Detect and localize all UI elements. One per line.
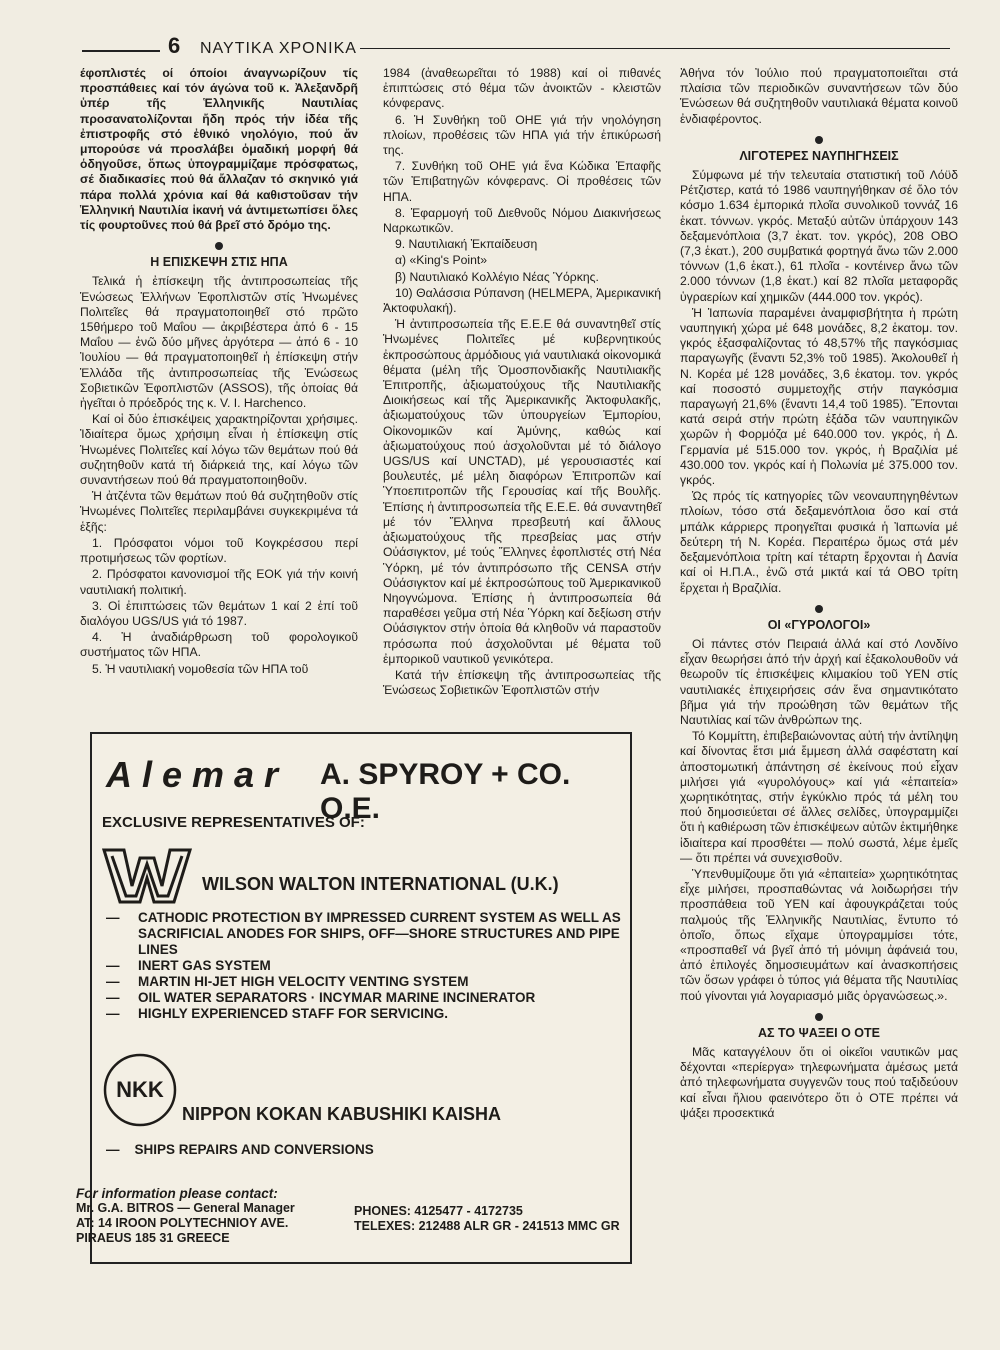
paragraph: 1984 (ἀναθεωρεῖται τό 1988) καί οἱ πιθανές ἐπιπτώσεις στό θέμα τῶν ἀνοικτῶν - κλειστῶν κόνφερανς. bbox=[383, 66, 661, 111]
agenda-item: 2. Πρόσφατοι κανονισμοί τῆς ΕΟΚ γιά τήν κοινή ναυτιλιακή πολιτική. bbox=[80, 567, 358, 597]
agenda-item: 9. Ναυτιλιακή Ἐκπαίδευση bbox=[395, 237, 538, 252]
ad-contact-city: PIRAEUS 185 31 GREECE bbox=[76, 1231, 230, 1245]
ad-company-1: WILSON WALTON INTERNATIONAL (U.K.) bbox=[202, 874, 559, 894]
paragraph: Ἡ ἀτζέντα τῶν θεμάτων πού θά συζητηθοῦν στίς Ἡνωμένες Πολιτεῖες περιλαμβάνει συγκεκριμένα τά ἑξῆς: bbox=[80, 489, 358, 534]
ad-telexes: TELEXES: 212488 ALR GR - 241513 MMC GR bbox=[354, 1219, 620, 1233]
section-bullet bbox=[815, 605, 823, 613]
agenda-item: 4. Ἡ ἀναδιάρθρωση τοῦ φορολογικοῦ συστήματος τῶν ΗΠΑ. bbox=[80, 630, 358, 660]
header-rule-left bbox=[82, 50, 160, 52]
column-1 bbox=[80, 66, 358, 678]
ad-contact-heading: For information please contact: bbox=[76, 1186, 278, 1201]
agenda-item: 8. Ἐφαρμογή τοῦ Διεθνοῦς Νόμου Διακινήσεως Ναρκωτικῶν. bbox=[383, 205, 661, 236]
section-heading-usa-visit: Η ΕΠΙΣΚΕΨΗ ΣΤΙΣ ΗΠΑ bbox=[150, 255, 288, 270]
ad-service-item: — MARTIN HI-JET HIGH VELOCITY VENTING SYSTEM bbox=[106, 974, 626, 990]
paragraph: Κατά τήν ἐπίσκεψη τῆς ἀντιπροσωπείας τῆς Ἑνώσεως Σοβιετικῶν Ἐφοπλιστῶν στήν bbox=[383, 667, 661, 698]
publication-title: ΝΑΥΤΙΚΑ ΧΡΟΝΙΚΑ bbox=[200, 40, 357, 57]
agenda-item: 5. Ἡ ναυτιλιακή νομοθεσία τῶν ΗΠΑ τοῦ bbox=[92, 661, 309, 676]
section-heading-shipbuilding: ΛΙΓΟΤΕΡΕΣ ΝΑΥΠΗΓΗΣΕΙΣ bbox=[739, 148, 899, 163]
agenda-item: 6. Ἡ Συνθήκη τοῦ ΟΗΕ γιά τήν νηολόγηση πλοίων, προθέσεις τῶν ΗΠΑ γιά τήν ἐπικύρωσή της. bbox=[383, 112, 661, 158]
wilson-walton-logo bbox=[102, 846, 192, 911]
paragraph: Ἡ Ἰαπωνία παραμένει ἀναμφισβήτητα ἡ πρώτη ναυπηγική χώρα μέ 648 μονάδες, 8,2 ἑκατομ. τον. γκρός ἐξασφαλίζοντας τό 48,57% τῆς παγκόσμιας παραγωγῆς (ἔναντι 52,3% τοῦ 1985). Ἀκολουθεῖ ἡ Ν. Κορέα μέ 128 μονάδες, 3,6 ἑκατομ. τον. γκρός καί ποσοστό συμμετοχῆς στήν παγκόσμια παραγωγή 21,6% (ἔναντι 14,4 τοῦ 1985). Ἕπονται κατά σειρά στήν πρώτη ἑξάδα τῶν ναυπηγικῶν χωρῶν ἡ Φορμόζα μέ 640.000 τον. γκρός, ἡ Δ. Γερμανία μέ 515.000 τον. γκρός, ἡ Βραζιλία μέ 430.000 τον. γκρός καί ἡ Πολωνία μέ 375.000 τον. γκρός. bbox=[680, 305, 958, 488]
ad-company-2-service-text: SHIPS REPAIRS AND CONVERSIONS bbox=[134, 1142, 374, 1157]
ad-service-item: — HIGHLY EXPERIENCED STAFF FOR SERVICING. bbox=[106, 1006, 626, 1022]
ad-contact-name: Mr. G.A. BITROS — General Manager bbox=[76, 1201, 295, 1215]
paragraph: Καί οἱ δύο ἐπισκέψεις χαρακτηρίζονται χρήσιμες. Ἰδιαίτερα ὅμως χρήσιμη εἶναι ἡ ἐπίσκεψη στίς Ἡνωμένες Πολιτεῖες καί λόγω τῶν θεμάτων πού θά συζητηθοῦν κατά τή διάρκειά της, καί λόγω τῶν συναντήσεων πού θά πραγματοποιηθοῦν. bbox=[80, 412, 358, 488]
agenda-item: α) «King's Point» bbox=[395, 253, 488, 268]
section-bullet bbox=[215, 242, 223, 250]
paragraph: Τό Κομμίττη, ἐπιβεβαιώνοντας αὐτή τήν ἀντίληψη καί δίνοντας ἔτσι μιά ἔμμεση ἀλλά σαφέστατη καί ἀποστομωτική ἀπάντηση σέ ἐκείνους πού εἶχαν μιλήσει γιά «γυρολόγους» καί γιά «ἐπαιτεία» χωρητικότητας, στήν ἐγκύκλιο πρός τά μέλη του πού δημοσιεύεται σέ ἄλλες σελίδες, ὑπογραμμίζει ὅτι ἡ καθιέρωση τῶν ἐπισκέψεων αὐτῶν ἐκτιμήθηκε ἰδιαίτερα καί προσθέτει — πολύ σωστά, λέμε ἐμεῖς — ὅτι πρέπει νά συνεχισθοῦν. bbox=[680, 729, 958, 865]
section-bullet bbox=[815, 1013, 823, 1021]
paragraph: Τελικά ἡ ἐπίσκεψη τῆς ἀντιπροσωπείας τῆς Ἑνώσεως Ἑλλήνων Ἐφοπλιστῶν στίς Ἡνωμένες Πολιτεῖες θά πραγματοποιηθεῖ στό πρῶτο 15θήμερο τοῦ Μαΐου — ἀκριβέστερα ἀπό 6 - 15 Μαΐου — ἐνῶ δύο μῆνες ἀργότερα — ἀπό 6 - 10 Ἰουλίου — θά πραγματοποιηθεῖ ἡ ἐπίσκεψη στήν Ἑλλάδα τῆς ἀντιπροσωπείας τῆς Ἑνώσεως Σοβιετικῶν Ἐφοπλιστῶν (ASSOS), τῆς ὁποίας θά ἡγεῖται ὁ πρόεδρός της κ. V. I. Harchenco. bbox=[80, 274, 358, 411]
paragraph: Οἱ πάντες στόν Πειραιά ἀλλά καί στό Λονδίνο εἶχαν θεωρήσει ἀπό τήν ἀρχή καί ἐξακολουθοῦν νά θεωροῦν τίς ἐπισκέψεις κλιμακίου τοῦ ΥΕΝ στίς ναυτιλιακές ἐπιχειρήσεις σάν ἕνα σημαντικότατο βῆμα γιά τήν προώθηση τῶν θεμάτων τῆς Ναυτιλίας καί τῶν ἀνθρώπων της. bbox=[680, 636, 958, 727]
paragraph: Ὡς πρός τίς κατηγορίες τῶν νεοναυπηγηθέντων πλοίων, τόσο στά δεξαμενόπλοια ὅσο καί στά μπάλκ κάρριερς προηγεῖται φυσικά ἡ Ἰαπωνία μέ δεύτερη τή Ν. Κορέα. Περαιτέρω ὅμως στά μέν δεξαμενόπλοια τρίτη καί τέταρτη ἔρχονται ἡ Δανία καί οἱ Η.Π.Α., ἐνῶ στά μικτά καί τά ΟΒΟ τρίτη ἔρχεται ἡ Βραζιλία. bbox=[680, 489, 958, 595]
ad-phones-block bbox=[354, 1204, 620, 1234]
ad-contact-address: AT: 14 IROON POLYTECHNIOY AVE. bbox=[76, 1216, 289, 1230]
ad-service-item: — CATHODIC PROTECTION BY IMPRESSED CURRENT SYSTEM AS WELL AS SACRIFICIAL ANODES FOR SHIPS, OFF—SHORE STRUCTURES AND PIPE LINES bbox=[106, 910, 626, 958]
paragraph: Μᾶς καταγγέλουν ὅτι οἱ οἰκεῖοι ναυτικῶν μας δέχονται «περίεργα» τηλεφωνήματα ἀμέσως μετά ἀπό τηλεφωνήματα συγγενῶν τους πού ταξιδεύουν καί εἶναι ἥλιου φαεινότερο ὅτι ὁ ΟΤΕ πρέπει νά ψάξει προσεκτικά bbox=[680, 1044, 958, 1120]
paragraph: Σύμφωνα μέ τήν τελευταία στατιστική τοῦ Λόϋδ Ρέτζιστερ, κατά τό 1986 ναυπηγήθηκαν σέ ὅλο τόν κόσμο 1.634 ἐμπορικά πλοῖα συνολικοῦ τοννάζ 16 ἑκατ. τόννων. γκρός. Μεταξύ αὐτῶν ὑπάρχουν 143 δεξαμενόπλοια (3,7 ἑκατ. τον. γκρός), 208 ΟΒΟ (7,3 ἑκατ.), 200 συμβατικά φορτηγά ἄνω τῶν 2.000 τόννων (1,6 ἑκατ.), 61 πλοῖα - κοντέινερ ἄνω τῶν 2.000 τόννων (1,8 ἑκατ.) καί 82 πλοῖα μεταφορᾶς ὑγραερίων καί χημικῶν (444.000 τον. γκρός). bbox=[680, 168, 958, 304]
agenda-item: 7. Συνθήκη τοῦ ΟΗΕ γιά ἕνα Κώδικα Ἐπαφῆς τῶν Ἐπιβατηγῶν κόνφερανς. Οἱ προθέσεις τῶν ΗΠΑ. bbox=[383, 159, 661, 204]
section-bullet bbox=[815, 136, 823, 144]
column-2 bbox=[383, 66, 661, 699]
ad-phones: PHONES: 4125477 - 4172735 bbox=[354, 1204, 523, 1218]
header-rule-right bbox=[360, 48, 950, 49]
column-3 bbox=[680, 66, 958, 1122]
ad-service-item: — OIL WATER SEPARATORS · INCYMAR MARINE INCINERATOR bbox=[106, 990, 626, 1006]
paragraph: Ἡ ἀντιπροσωπεία τῆς Ε.Ε.Ε θά συναντηθεῖ στίς Ἡνωμένες Πολιτεῖες μέ κυβερνητικούς ἐκπροσώπους ἁρμόδιους γιά ναυτιλιακά οἰκονομικά θέματα (μέλη τῆς Ὁμοσπονδιακῆς Ναυτιλιακῆς Ἐπιτροπῆς, ἀξιωματούχους τῆς Ναυτιλιακῆς Διοικήσεως καί τῆς Ἀμερικανικῆς Ἀκτοφυλακῆς, ἀξιωματούχους τῶν ὑπουργείων Ἐμπορίου, Οἰκονομικῶν καί Ἀμύνης, καθώς καί ἀξιωματούχους πού ἀσχολοῦνται μέ τό διάλογο UGS/US καί UNCTAD), μέ γερουσιαστές καί βουλευτές, μέ μέλη διαφόρων Ἐπιτροπῶν καί Ὑποεπιτροπῶν τῆς Γερουσίας καί τῆς Βουλῆς. Ἐπίσης ἡ ἀντιπροσωπεία τῆς Ε.Ε.Ε. θά συναντηθεῖ μέ τόν Ἕλληνα πρεσβευτή καί ἄλλους ἀξιωματούχους τῆς πρεσβείας μας στήν Οὐάσιγκτον, μέ τούς Ἕλληνες ἐφοπλιστές στή Νέα Ὑόρκη, μέ τόν ἀντιπρόσωπο τῆς CENSA στήν Οὐάσιγκτον καί μέ ἐκπροσώπους τοῦ Ἀμερικανικοῦ Νηογνώμονα. Ἐπίσης ἡ ἀντιπροσωπεία θά παραθέσει γεῦμα στή Νέα Ὑόρκη καί δεξίωση στήν Οὐάσιγκτον στήν ὁποία θά κληθοῦν νά παραστοῦν πρόσωπα πού ἀσχολοῦνται μέ θέματα τοῦ ἐμπορικοῦ ναυτικοῦ γενικότερα. bbox=[383, 317, 662, 666]
ad-company-name: A. SPYROY + CO. O.E. bbox=[320, 758, 571, 825]
section-heading-gyrologoi: ΟΙ «ΓΥΡΟΛΟΓΟΙ» bbox=[767, 617, 871, 632]
ad-company-2: NIPPON KOKAN KABUSHIKI KAISHA bbox=[182, 1104, 502, 1124]
paragraph: Ὑπενθυμίζουμε ὅτι γιά «ἐπαιτεία» χωρητικότητας εἶχε μιλήσει, προσπαθώντας νά λοιδωρήσει τήν προσπάθεια τοῦ ΥΕΝ καί ἀφουγκράζεται τούς παλμούς τῆς Ἑλληνικῆς Ναυτιλίας, ἔντυπο τό ὁποῖο, ὅπως εἴχαμε ὑπογραμμίσει τότε, «προσπαθεῖ νά βγεῖ ἀπό τή μόνιμη ἀφάνειά του, ἀπό ἐπιλογές δημοσιευμάτων καί ἀνασκοπήσεις τῶν ὅσων γράφει ὁ τύπος γιά θέματα τῆς Ναυτιλίας πού γίνονται γιά λογαριασμό μιᾶς ὀργανώσεως.». bbox=[680, 866, 958, 1003]
agenda-item: β) Ναυτιλιακό Κολλέγιο Νέας Ὑόρκης. bbox=[395, 269, 599, 284]
ad-company-2-service: — SHIPS REPAIRS AND CONVERSIONS bbox=[106, 1142, 374, 1157]
nkk-logo-text: NKK bbox=[116, 1077, 164, 1102]
ad-brand-name: Alemar bbox=[106, 754, 289, 795]
ad-service-item: — INERT GAS SYSTEM bbox=[106, 958, 626, 974]
agenda-item: 3. Οἱ ἐπιπτώσεις τῶν θεμάτων 1 καί 2 ἐπί τοῦ διαλόγου UGS/US γιά τό 1987. bbox=[80, 598, 358, 628]
page-number: 6 bbox=[168, 33, 181, 58]
ad-exclusive-label: EXCLUSIVE REPRESENTATIVES OF: bbox=[102, 814, 365, 831]
intro-paragraph: έφοπλιστές οί όποίοι άναγνωρίζουν τίς προσπάθειες καί τόν άγώνα τοῦ κ. Ἀλεξανδρῆ ὑπέρ τῆς Ἑλληνικῆς Ναυτιλίας προσανατολίζονται ἤδη πρός τήν ἰδέα τῆς ἐπιστροφῆς στό ἐθνικό νηολόγιο, πού ἄν μπορούσε νά προσλάβει ὁμαδική μορφή θά ὁδηγοῦσε, ὅπως ὑπογραμμίζαμε πρόσφατως, σέ διαδικασίες πού θά ἄλλαζαν τό σκηνικό γιά πάρα πολλά χρόνια καί θά καθιστοῦσαν τήν Ἑλληνική Ναυτιλία ἱκανή νά ἀντιμετωπίσει ὅλες τίς φουρτοῦνες πού θά βρεῖ στό δρόμο της. bbox=[80, 66, 358, 233]
paragraph: Ἀθήνα τόν Ἰούλιο πού πραγματοποιεῖται στά πλαίσια τῶν περιοδικῶν συναντήσεων τῶν δύο Ἑνώσεων θά συζητηθοῦν ναυτιλιακά θέματα κοινοῦ ἐνδιαφέροντος. bbox=[680, 66, 958, 126]
ad-services-list bbox=[106, 910, 626, 1022]
section-heading-ote: ΑΣ ΤΟ ΨΑΞΕΙ Ο ΟΤΕ bbox=[758, 1025, 880, 1040]
advertisement-box bbox=[76, 732, 632, 1264]
agenda-item: 1. Πρόσφατοι νόμοι τοῦ Κογκρέσσου περί προτιμήσεως τῶν φορτίων. bbox=[80, 535, 358, 566]
nkk-logo bbox=[102, 1052, 178, 1133]
agenda-item: 10) Θαλάσσια Ρύπανση (HELMEPA, Ἀμερικανική Ἀκτοφυλακή). bbox=[383, 285, 661, 316]
